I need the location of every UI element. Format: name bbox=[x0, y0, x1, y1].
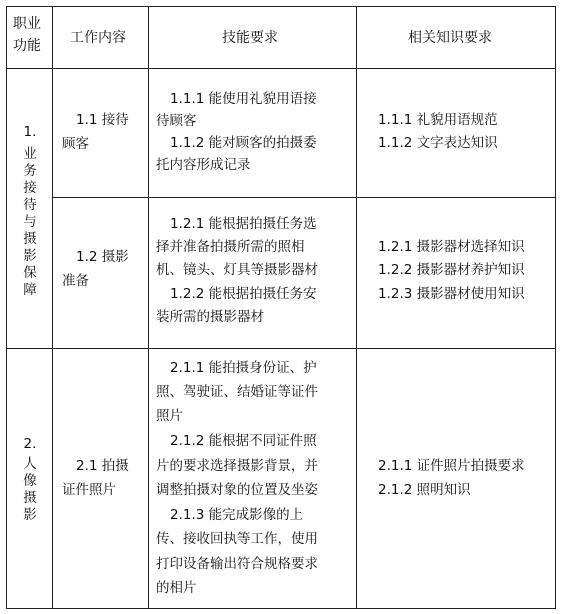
table-border-left bbox=[6, 6, 7, 609]
work-content-2-1-line2: 证件照片 bbox=[62, 482, 116, 498]
header-function-line2: 功能 bbox=[13, 38, 41, 54]
col-divider-3 bbox=[356, 6, 357, 609]
function-1-vertical-label bbox=[22, 146, 38, 299]
function-char: 摄 bbox=[23, 231, 37, 247]
function-char: 接 bbox=[23, 180, 37, 196]
work-content-1-1-line2: 顾客 bbox=[62, 136, 89, 152]
work-content-1-1-line1: 1.1 接待 bbox=[76, 112, 129, 128]
row-divider-1-2 bbox=[52, 197, 556, 198]
function-char: 障 bbox=[23, 282, 37, 298]
skill-line: 的相片 bbox=[156, 580, 197, 596]
work-content-1-2-line1: 1.2 摄影 bbox=[76, 249, 129, 265]
skill-line: 片的要求选择摄影背景，并 bbox=[156, 458, 318, 474]
header-knowledge-requirements: 相关知识要求 bbox=[408, 30, 492, 46]
skill-line: 打印设备输出符合规格要求 bbox=[156, 556, 318, 572]
col-divider-1 bbox=[52, 6, 53, 609]
section-divider bbox=[6, 348, 556, 349]
function-2-vertical-label bbox=[22, 456, 38, 524]
col-divider-2 bbox=[148, 6, 149, 609]
table-border-bottom bbox=[6, 608, 556, 609]
skill-line: 1.1.2 能对顾客的拍摄委 bbox=[170, 135, 317, 151]
function-char: 业 bbox=[23, 146, 37, 162]
skill-line: 1.2.1 能根据拍摄任务选 bbox=[170, 216, 317, 232]
header-function-line1: 职业 bbox=[13, 16, 41, 32]
knowledge-1-2-1: 1.2.1 摄影器材选择知识 bbox=[378, 239, 525, 255]
work-content-2-1-line1: 2.1 拍摄 bbox=[76, 458, 129, 474]
skill-line: 照片 bbox=[156, 408, 183, 424]
table-border-right bbox=[555, 6, 556, 609]
skill-line: 2.1.1 能拍摄身份证、护 bbox=[170, 360, 317, 376]
work-content-1-2-line2: 准备 bbox=[62, 273, 89, 289]
skill-line: 1.1.1 能使用礼貌用语接 bbox=[170, 91, 317, 107]
skill-line: 机、镜头、灯具等摄影器材 bbox=[156, 262, 318, 278]
skill-line: 装所需的摄影器材 bbox=[156, 309, 264, 325]
header-divider bbox=[6, 68, 556, 69]
function-1-number: 1. bbox=[23, 124, 37, 140]
knowledge-1-2-2: 1.2.2 摄影器材养护知识 bbox=[378, 262, 525, 278]
skill-line: 照、驾驶证、结婚证等证件 bbox=[156, 384, 318, 400]
skill-line: 调整拍摄对象的位置及坐姿 bbox=[156, 482, 318, 498]
skill-line: 传、接收回执等工作，使用 bbox=[156, 531, 318, 547]
knowledge-2-1-1: 2.1.1 证件照片拍摄要求 bbox=[378, 458, 525, 474]
knowledge-2-1-2: 2.1.2 照明知识 bbox=[378, 482, 471, 498]
function-char: 人 bbox=[23, 456, 37, 472]
skill-line: 待顾客 bbox=[156, 113, 197, 129]
skill-line: 1.2.2 能根据拍摄任务安 bbox=[170, 286, 317, 302]
function-2-number: 2. bbox=[23, 436, 37, 452]
skill-line: 2.1.3 能完成影像的上 bbox=[170, 507, 304, 523]
knowledge-1-1-1: 1.1.1 礼貌用语规范 bbox=[378, 112, 498, 128]
function-char: 待 bbox=[23, 197, 37, 213]
knowledge-1-2-3: 1.2.3 摄影器材使用知识 bbox=[378, 286, 525, 302]
function-char: 影 bbox=[23, 507, 37, 523]
header-work-content: 工作内容 bbox=[70, 30, 126, 46]
knowledge-1-1-2: 1.1.2 文字表达知识 bbox=[378, 135, 498, 151]
function-char: 与 bbox=[23, 214, 37, 230]
function-char: 务 bbox=[23, 163, 37, 179]
table-border-top bbox=[6, 6, 556, 7]
skill-line: 择并准备拍摄所需的照相 bbox=[156, 239, 305, 255]
function-char: 保 bbox=[23, 265, 37, 281]
header-skill-requirements: 技能要求 bbox=[222, 30, 278, 46]
function-char: 像 bbox=[23, 473, 37, 489]
function-char: 影 bbox=[23, 248, 37, 264]
skill-line: 2.1.2 能根据不同证件照 bbox=[170, 433, 317, 449]
skill-line: 托内容形成记录 bbox=[156, 157, 251, 173]
function-char: 摄 bbox=[23, 490, 37, 506]
